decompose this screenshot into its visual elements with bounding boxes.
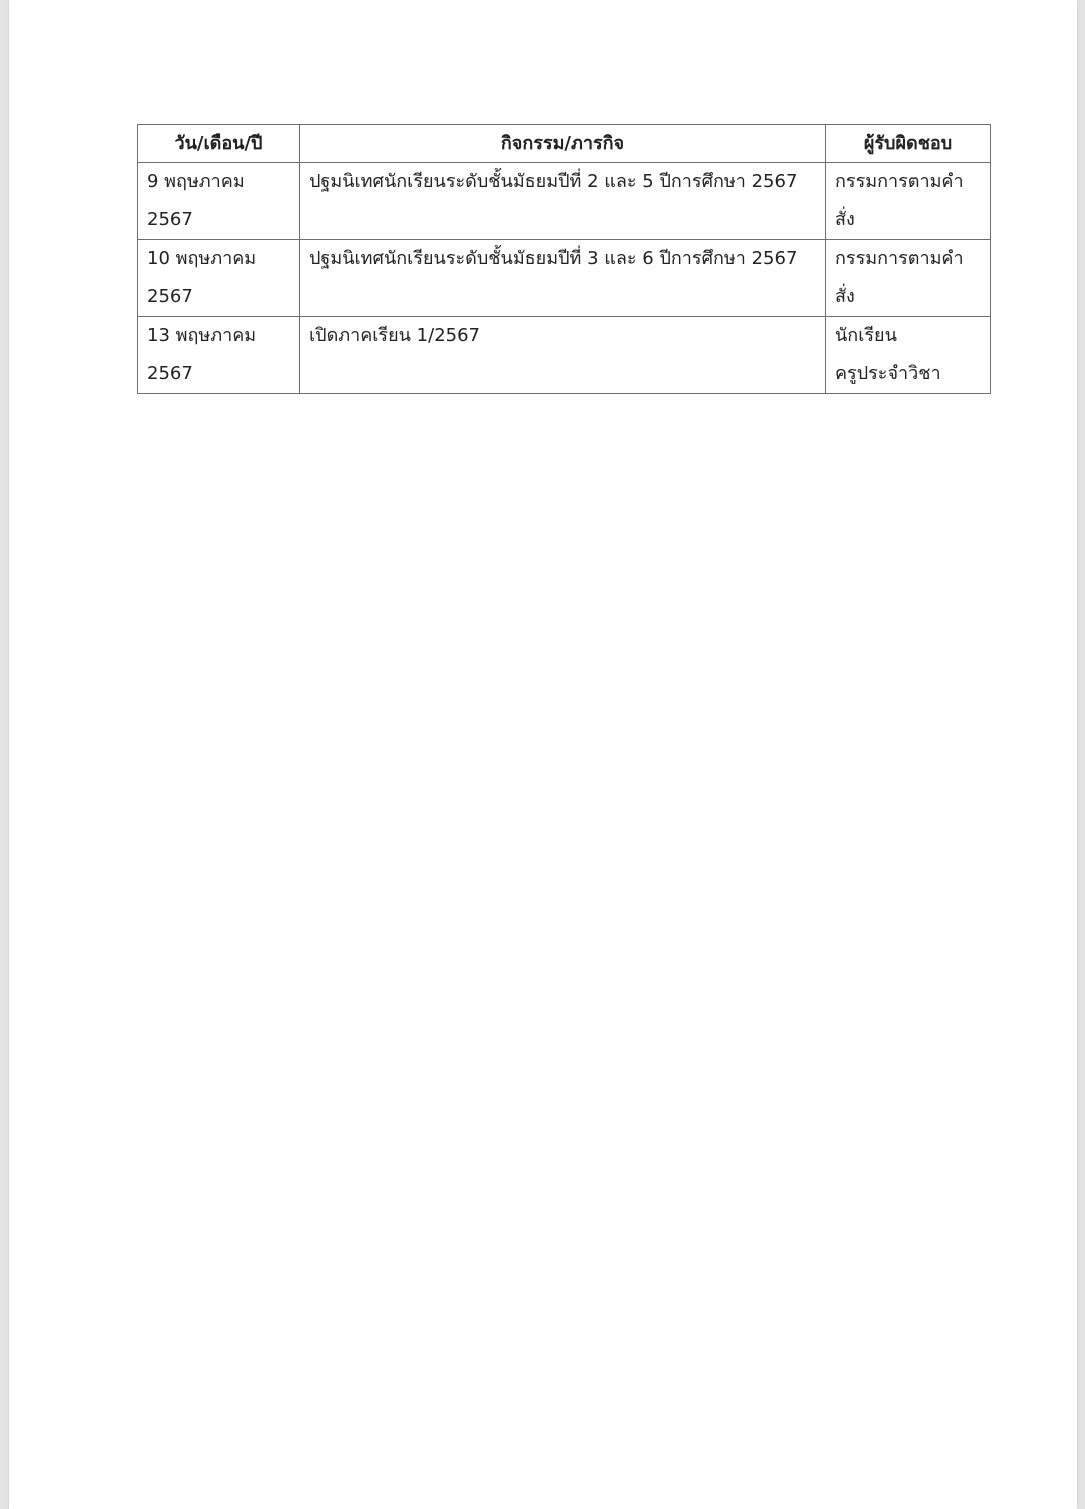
header-date: วัน/เดือน/ปี bbox=[138, 125, 300, 163]
date-cell bbox=[138, 240, 300, 317]
owner-line: นักเรียน bbox=[835, 325, 897, 346]
owner-line: ครูประจำวิชา bbox=[835, 363, 941, 384]
table-header-row bbox=[138, 125, 991, 163]
date-year: 2567 bbox=[147, 209, 193, 230]
activity-cell: ปฐมนิเทศนักเรียนระดับชั้นมัธยมปีที่ 2 และ 5 ปีการศึกษา 2567 bbox=[300, 163, 826, 240]
activity-cell: เปิดภาคเรียน 1/2567 bbox=[300, 317, 826, 394]
date-year: 2567 bbox=[147, 363, 193, 384]
table-row bbox=[138, 163, 991, 240]
document-page bbox=[9, 0, 1077, 1509]
table-row bbox=[138, 240, 991, 317]
table-row bbox=[138, 317, 991, 394]
owner-line: กรรมการตามคำสั่ง bbox=[835, 248, 964, 307]
date-day-month: 13 พฤษภาคม bbox=[147, 325, 257, 346]
activity-cell: ปฐมนิเทศนักเรียนระดับชั้นมัธยมปีที่ 3 และ 6 ปีการศึกษา 2567 bbox=[300, 240, 826, 317]
header-owner: ผู้รับผิดชอบ bbox=[826, 125, 991, 163]
header-activity: กิจกรรม/ภารกิจ bbox=[300, 125, 826, 163]
date-day-month: 10 พฤษภาคม bbox=[147, 248, 257, 269]
owner-cell bbox=[826, 163, 991, 240]
date-cell bbox=[138, 317, 300, 394]
owner-cell bbox=[826, 240, 991, 317]
date-cell bbox=[138, 163, 300, 240]
schedule-table bbox=[137, 124, 991, 394]
date-year: 2567 bbox=[147, 286, 193, 307]
owner-line: กรรมการตามคำสั่ง bbox=[835, 171, 964, 230]
date-day-month: 9 พฤษภาคม bbox=[147, 171, 245, 192]
owner-cell bbox=[826, 317, 991, 394]
